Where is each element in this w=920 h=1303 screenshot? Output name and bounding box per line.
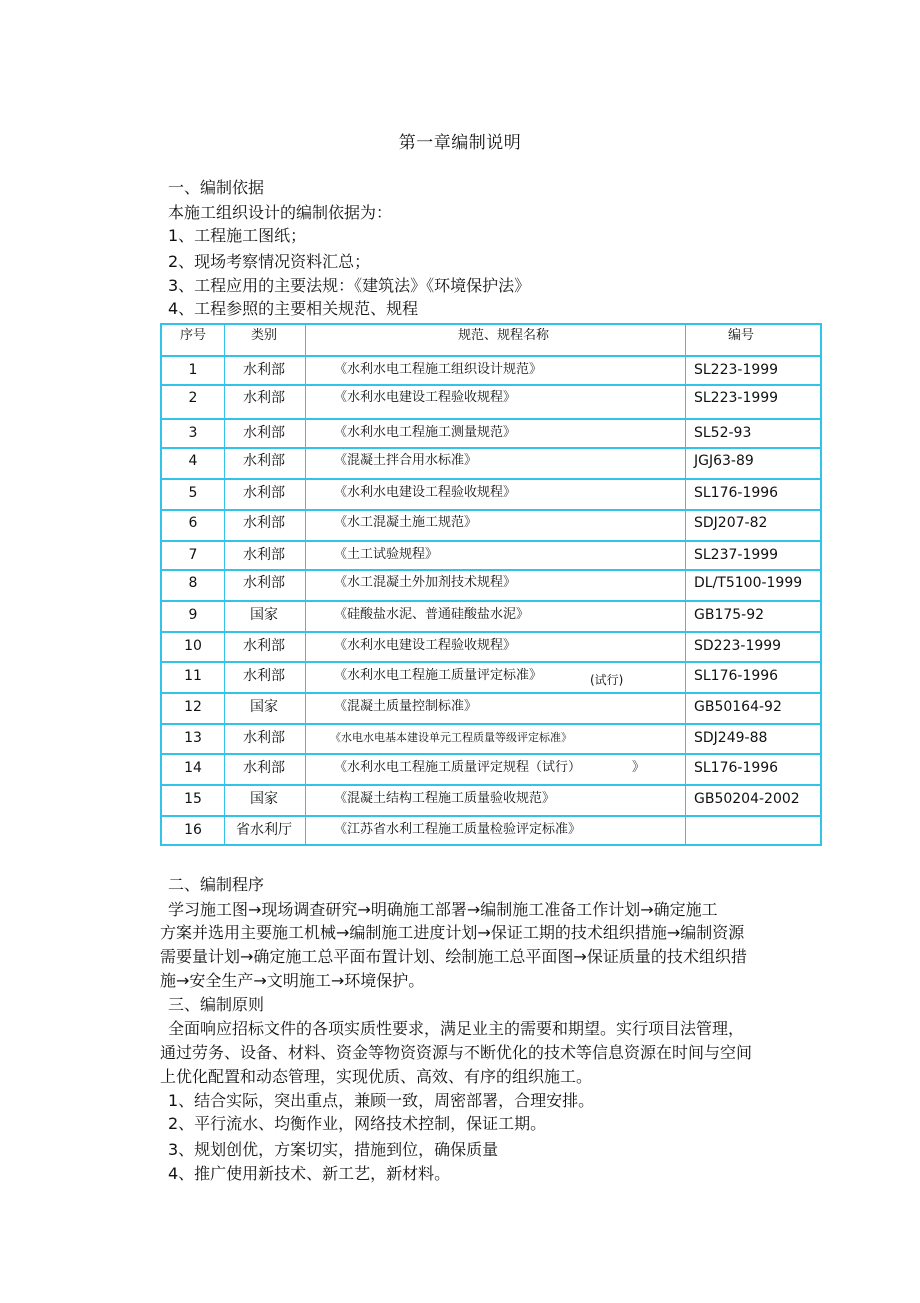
row-category: 水利部 (243, 547, 285, 563)
procedure-line: 方案并选用主要施工机械→编制施工进度计划→保证工期的技术组织措施→编制资源 (160, 923, 745, 942)
row-code: SL176-1996 (694, 668, 779, 684)
row-standard-name: 《水利水电建设工程验收规程》 (334, 485, 517, 500)
basis-item: 4、工程参照的主要相关规范、规程 (168, 299, 419, 318)
row-divider (162, 692, 820, 694)
row-category: 水利部 (243, 730, 285, 746)
row-standard-name: 《水利水电建设工程验收规程》 (334, 390, 517, 405)
row-code: GB50164-92 (694, 699, 782, 715)
row-category: 水利部 (243, 390, 285, 406)
row-number: 4 (188, 453, 198, 469)
principle-item: 4、推广使用新技术、新工艺，新材料。 (168, 1164, 451, 1183)
row-standard-name: 《水工混凝土外加剂技术规程》 (334, 575, 517, 590)
row-number: 13 (184, 730, 202, 746)
row-number: 1 (188, 362, 198, 378)
row-code: SD223-1999 (694, 638, 782, 654)
column-divider (305, 325, 306, 844)
principles-line: 上优化配置和动态管理，实现优质、高效、有序的组织施工。 (160, 1067, 593, 1086)
row-number: 6 (188, 515, 198, 531)
row-code: GB50204-2002 (694, 791, 800, 807)
row-standard-name: 《硅酸盐水泥、普通硅酸盐水泥》 (334, 607, 530, 622)
row-number: 12 (184, 699, 202, 715)
standards-table (160, 323, 822, 846)
basis-item: 2、现场考察情况资料汇总； (168, 252, 371, 271)
row-standard-name: 《水利水电工程施工质量评定规程（试行） (334, 760, 582, 775)
row-divider (162, 478, 820, 480)
row-number: 10 (184, 638, 202, 654)
row-standard-name: 《混凝土结构工程施工质量验收规范》 (334, 791, 556, 806)
row-standard-name: 《混凝土质量控制标准》 (334, 699, 478, 714)
row-category: 省水利厅 (236, 822, 292, 838)
principles-line: 全面响应招标文件的各项实质性要求，满足业主的需要和期望。实行项目法管理， (168, 1019, 745, 1038)
row-divider (162, 600, 820, 602)
row-number: 8 (188, 575, 198, 591)
row-category: 水利部 (243, 425, 285, 441)
row-category: 水利部 (243, 485, 285, 501)
row-standard-name-suffix: (试行) (590, 673, 624, 687)
row-code: GB175-92 (694, 607, 765, 623)
row-number: 3 (188, 425, 198, 441)
row-divider (162, 661, 820, 663)
row-divider (162, 447, 820, 449)
row-divider (162, 540, 820, 542)
principles-line: 通过劳务、设备、材料、资金等物资资源与不断优化的技术等信息资源在时间与空间 (160, 1043, 753, 1062)
row-divider (162, 569, 820, 571)
row-divider (162, 784, 820, 786)
row-code: SL176-1996 (694, 760, 779, 776)
row-category: 水利部 (243, 515, 285, 531)
row-number: 2 (188, 390, 198, 406)
row-code: SL52-93 (694, 425, 752, 441)
row-category: 水利部 (243, 760, 285, 776)
row-number: 14 (184, 760, 202, 776)
row-code: SL223-1999 (694, 362, 779, 378)
row-divider (162, 355, 820, 357)
row-number: 16 (184, 822, 202, 838)
procedure-line: 施→安全生产→文明施工→环境保护。 (160, 971, 425, 990)
row-category: 国家 (250, 699, 278, 715)
row-divider (162, 509, 820, 511)
row-standard-name: 《混凝土拌合用水标准》 (334, 453, 478, 468)
row-divider (162, 418, 820, 420)
row-standard-name: 《土工试验规程》 (334, 547, 439, 562)
section-heading-basis: 一、编制依据 (168, 178, 265, 197)
row-category: 水利部 (243, 638, 285, 654)
row-number: 15 (184, 791, 202, 807)
row-category: 水利部 (243, 362, 285, 378)
header-standard-name: 规范、规程名称 (458, 328, 550, 343)
row-code: SL223-1999 (694, 390, 779, 406)
basis-item: 3、工程应用的主要法规：《建筑法》《环境保护法》 (168, 276, 531, 295)
row-standard-name: 《江苏省水利工程施工质量检验评定标准》 (334, 822, 582, 837)
row-number: 5 (188, 485, 198, 501)
row-divider (162, 384, 820, 386)
row-standard-name: 《水工混凝土施工规范》 (334, 515, 478, 530)
procedure-line: 学习施工图→现场调查研究→明确施工部署→编制施工准备工作计划→确定施工 (168, 900, 718, 919)
basis-item: 1、工程施工图纸； (168, 226, 307, 245)
row-standard-name: 《水利水电工程施工测量规范》 (334, 425, 517, 440)
row-category: 国家 (250, 791, 278, 807)
row-number: 11 (184, 668, 202, 684)
row-code: SL237-1999 (694, 547, 779, 563)
principle-item: 3、规划创优，方案切实，措施到位，确保质量 (168, 1140, 499, 1159)
row-code: SL176-1996 (694, 485, 779, 501)
row-code: SDJ207-82 (694, 515, 768, 531)
row-standard-name-suffix: 》 (632, 760, 646, 775)
section-heading-principles: 三、编制原则 (168, 995, 265, 1014)
row-divider (162, 815, 820, 817)
section-heading-procedure: 二、编制程序 (168, 875, 265, 894)
principle-item: 1、结合实际，突出重点，兼顾一致，周密部署，合理安排。 (168, 1091, 595, 1110)
row-category: 水利部 (243, 575, 285, 591)
column-divider (685, 325, 686, 844)
row-divider (162, 753, 820, 755)
row-category: 水利部 (243, 668, 285, 684)
chapter-title: 第一章编制说明 (398, 133, 522, 153)
header-number: 序号 (179, 328, 206, 343)
row-standard-name: 《水利水电建设工程验收规程》 (334, 638, 517, 653)
row-divider (162, 723, 820, 725)
row-category: 国家 (250, 607, 278, 623)
procedure-line: 需要量计划→确定施工总平面布置计划、绘制施工总平面图→保证质量的技术组织措 (160, 947, 747, 966)
basis-intro: 本施工组织设计的编制依据为： (168, 203, 393, 222)
row-number: 7 (188, 547, 198, 563)
row-code: SDJ249-88 (694, 730, 768, 746)
row-number: 9 (188, 607, 198, 623)
row-code: JGJ63-89 (694, 453, 754, 469)
row-standard-name: 《水电水电基本建设单元工程质量等级评定标准》 (330, 731, 572, 744)
row-code: DL/T5100-1999 (694, 575, 803, 591)
row-category: 水利部 (243, 453, 285, 469)
header-code: 编号 (728, 328, 755, 343)
principle-item: 2、平行流水、均衡作业，网络技术控制，保证工期。 (168, 1114, 547, 1133)
row-standard-name: 《水利水电工程施工质量评定标准》 (334, 668, 543, 683)
row-standard-name: 《水利水电工程施工组织设计规范》 (334, 362, 543, 377)
header-category: 类别 (250, 328, 277, 343)
row-divider (162, 631, 820, 633)
